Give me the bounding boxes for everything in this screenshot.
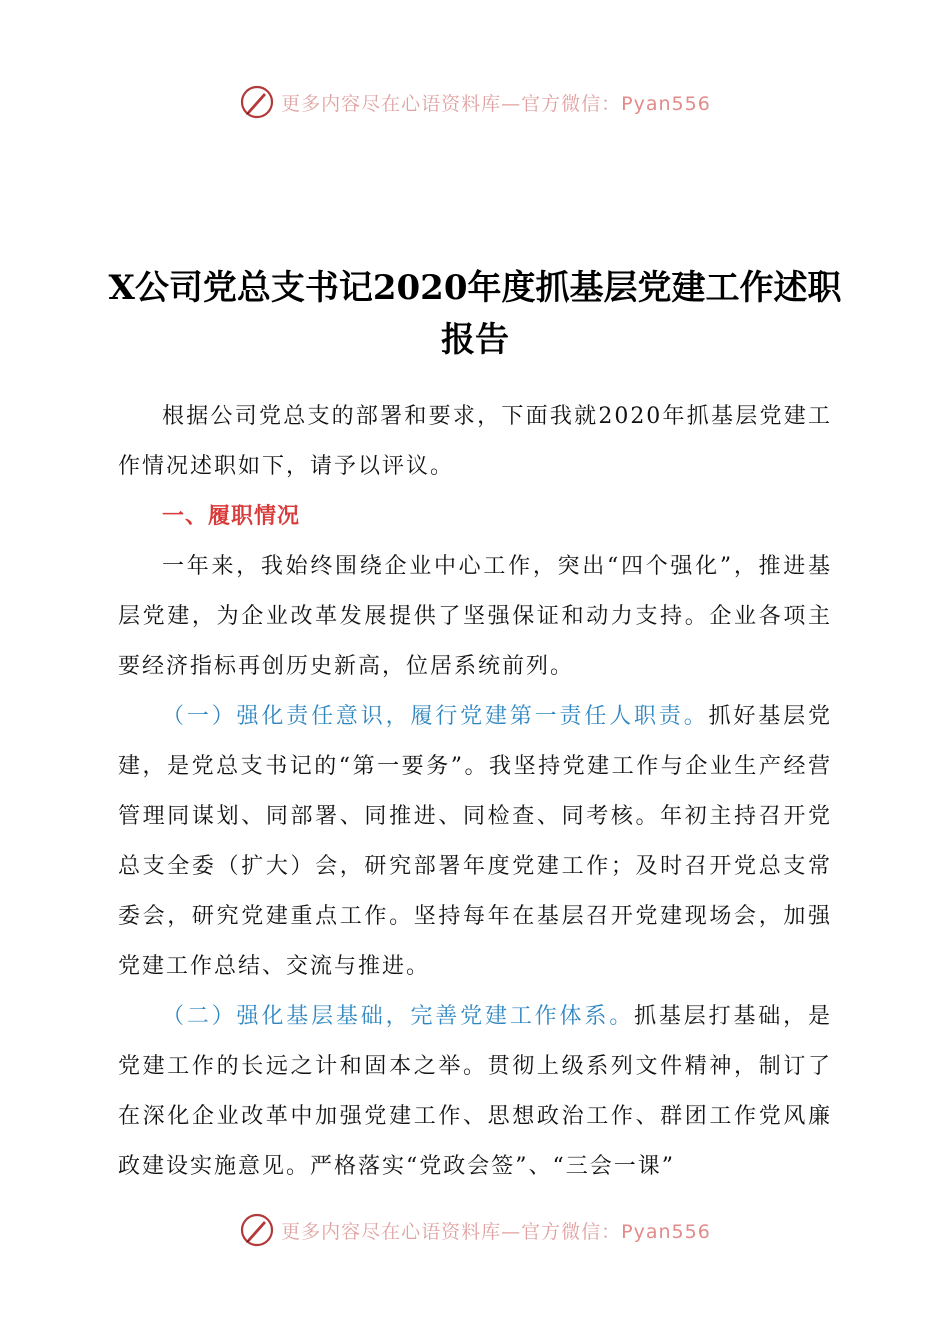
watermark-text: 更多内容尽在心语资料库—官方微信：Pyan556 bbox=[281, 1220, 711, 1243]
watermark-handle: Pyan556 bbox=[621, 92, 711, 115]
subsection-text-2: 抓基层打基础，是党建工作的长远之计和固本之举。贯彻上级系列文件精神，制订了在深化企业改革中加强党建工作、思想政治工作、群团工作党风廉政建设实施意见。严格落实“党政会签”、“三会一课” bbox=[118, 1004, 832, 1179]
intro-paragraph: 根据公司党总支的部署和要求，下面我就2020年抓基层党建工作情况述职如下，请予以评议。 bbox=[118, 404, 832, 479]
document-title: X公司党总支书记2020年度抓基层党建工作述职报告 bbox=[108, 268, 842, 360]
subsection-lead-1: （一）强化责任意识，履行党建第一责任人职责。 bbox=[162, 704, 709, 729]
quill-pen-logo-icon bbox=[239, 1212, 275, 1248]
subsection-lead-2: （二）强化基层基础，完善党建工作体系。 bbox=[162, 1004, 635, 1029]
quill-pen-logo-icon bbox=[239, 84, 275, 120]
section-heading: 一、履职情况 bbox=[162, 504, 301, 529]
subsection-paragraph-1 bbox=[118, 692, 832, 992]
document-body bbox=[118, 392, 832, 1192]
section-summary-paragraph: 一年来，我始终围绕企业中心工作，突出“四个强化”，推进基层党建，为企业改革发展提供了坚强保证和动力支持。企业各项主要经济指标再创历史新高，位居系统前列。 bbox=[118, 554, 832, 679]
watermark-text: 更多内容尽在心语资料库—官方微信：Pyan556 bbox=[281, 92, 711, 115]
watermark-handle: Pyan556 bbox=[621, 1220, 711, 1243]
watermark-banner-top bbox=[0, 82, 950, 122]
watermark-banner-bottom bbox=[0, 1210, 950, 1250]
subsection-paragraph-2 bbox=[118, 992, 832, 1192]
subsection-text-1: 抓好基层党建，是党总支书记的“第一要务”。我坚持党建工作与企业生产经营管理同谋划、同部署、同推进、同检查、同考核。年初主持召开党总支全委（扩大）会，研究部署年度党建工作；及时召开党总支常委会，研究党建重点工作。坚持每年在基层召开党建现场会，加强党建工作总结、交流与推进。 bbox=[118, 704, 832, 979]
